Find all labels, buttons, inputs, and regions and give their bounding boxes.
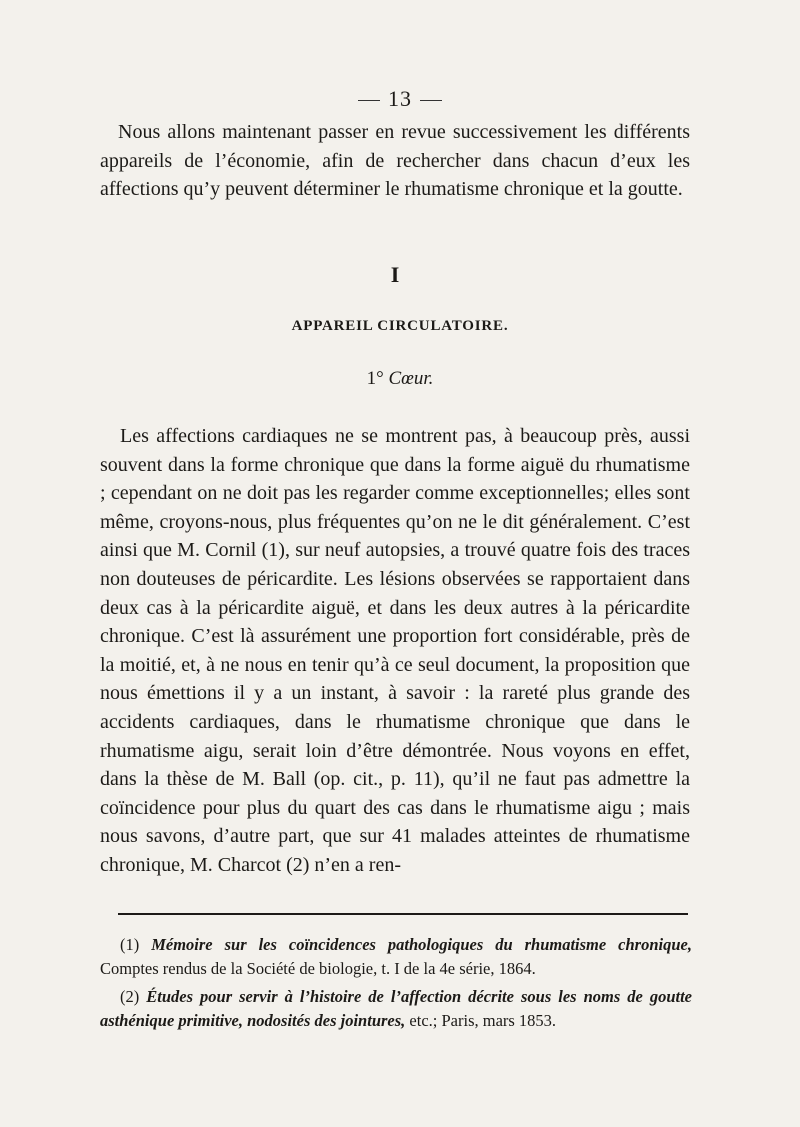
footnote-1-marker: (1) — [120, 935, 140, 954]
subsection-heading — [0, 368, 800, 390]
footnote-2-rest: etc.; Paris, mars 1853. — [409, 1011, 557, 1030]
footnote-2 — [100, 985, 692, 1033]
footnote-2-marker: (2) — [120, 987, 140, 1006]
subsection-number: 1° — [366, 368, 384, 389]
footnote-1-title: Mémoire sur les coïncidences pathologiques du rhumatisme chronique, — [151, 935, 692, 954]
footnote-1-rest: Comptes rendus de la Société de biologie, t. I de la 4e série, 1864. — [100, 959, 536, 978]
page-number-dash-right — [420, 100, 442, 101]
section-numeral: I — [390, 262, 400, 287]
footnote-2-title: Études pour servir à l’histoire de l’affection décrite sous les noms de goutte asthénique primitive, nodosités des jointures, — [100, 987, 693, 1030]
main-text: Les affections cardiaques ne se montrent pas, à beaucoup près, aussi souvent dans la forme chronique que dans la forme aiguë du rhumatisme ; cependant on ne doit pas les regarder comme exceptionnelles; elles sont même, croyons-nous, plus fréquentes qu’on ne le dit généralement. C’est ainsi que M. Cornil (1), sur neuf autopsies, a trouvé quatre fois des traces non douteuses de péricardite. Les lésions observées se rapportaient dans deux cas à la péricardite aiguë, et dans les deux autres à la péricardite chronique. C’est là assurément une proportion fort considérable, près de la moitié, et, à ne nous en tenir qu’à ce seul document, la proposition que nous émettions il y a un instant, à savoir : la rareté plus grande des accidents cardiaques, dans le rhumatisme chronique que dans le rhumatisme aigu, serait loin d’être démontrée. Nous voyons en effet, dans la thèse de M. Ball (op. cit., p. 11), qu’il ne faut pas admettre la coïncidence pour plus du quart des cas dans le rhumatisme aigu ; mais nous savons, d’autre part, que sur 41 malades atteintes de rhumatisme chronique, M. Charcot (2) n’en a ren- — [100, 425, 690, 876]
main-paragraph — [100, 422, 690, 880]
subsection-name: Cœur. — [388, 368, 434, 389]
footnotes — [100, 933, 692, 1037]
page-number-dash-left — [358, 100, 380, 101]
footnote-divider — [118, 913, 688, 915]
section-title: APPAREIL CIRCULATOIRE. — [291, 318, 509, 334]
page-number — [0, 86, 800, 112]
intro-paragraph — [100, 118, 690, 204]
page-number-value: 13 — [388, 86, 412, 111]
intro-text: Nous allons maintenant passer en revue successivement les différents appareils de l’économie, afin de rechercher dans chacun d’eux les affections qu’y peuvent déterminer le rhumatisme chronique et la goutte. — [100, 121, 690, 201]
footnote-1 — [100, 933, 692, 981]
